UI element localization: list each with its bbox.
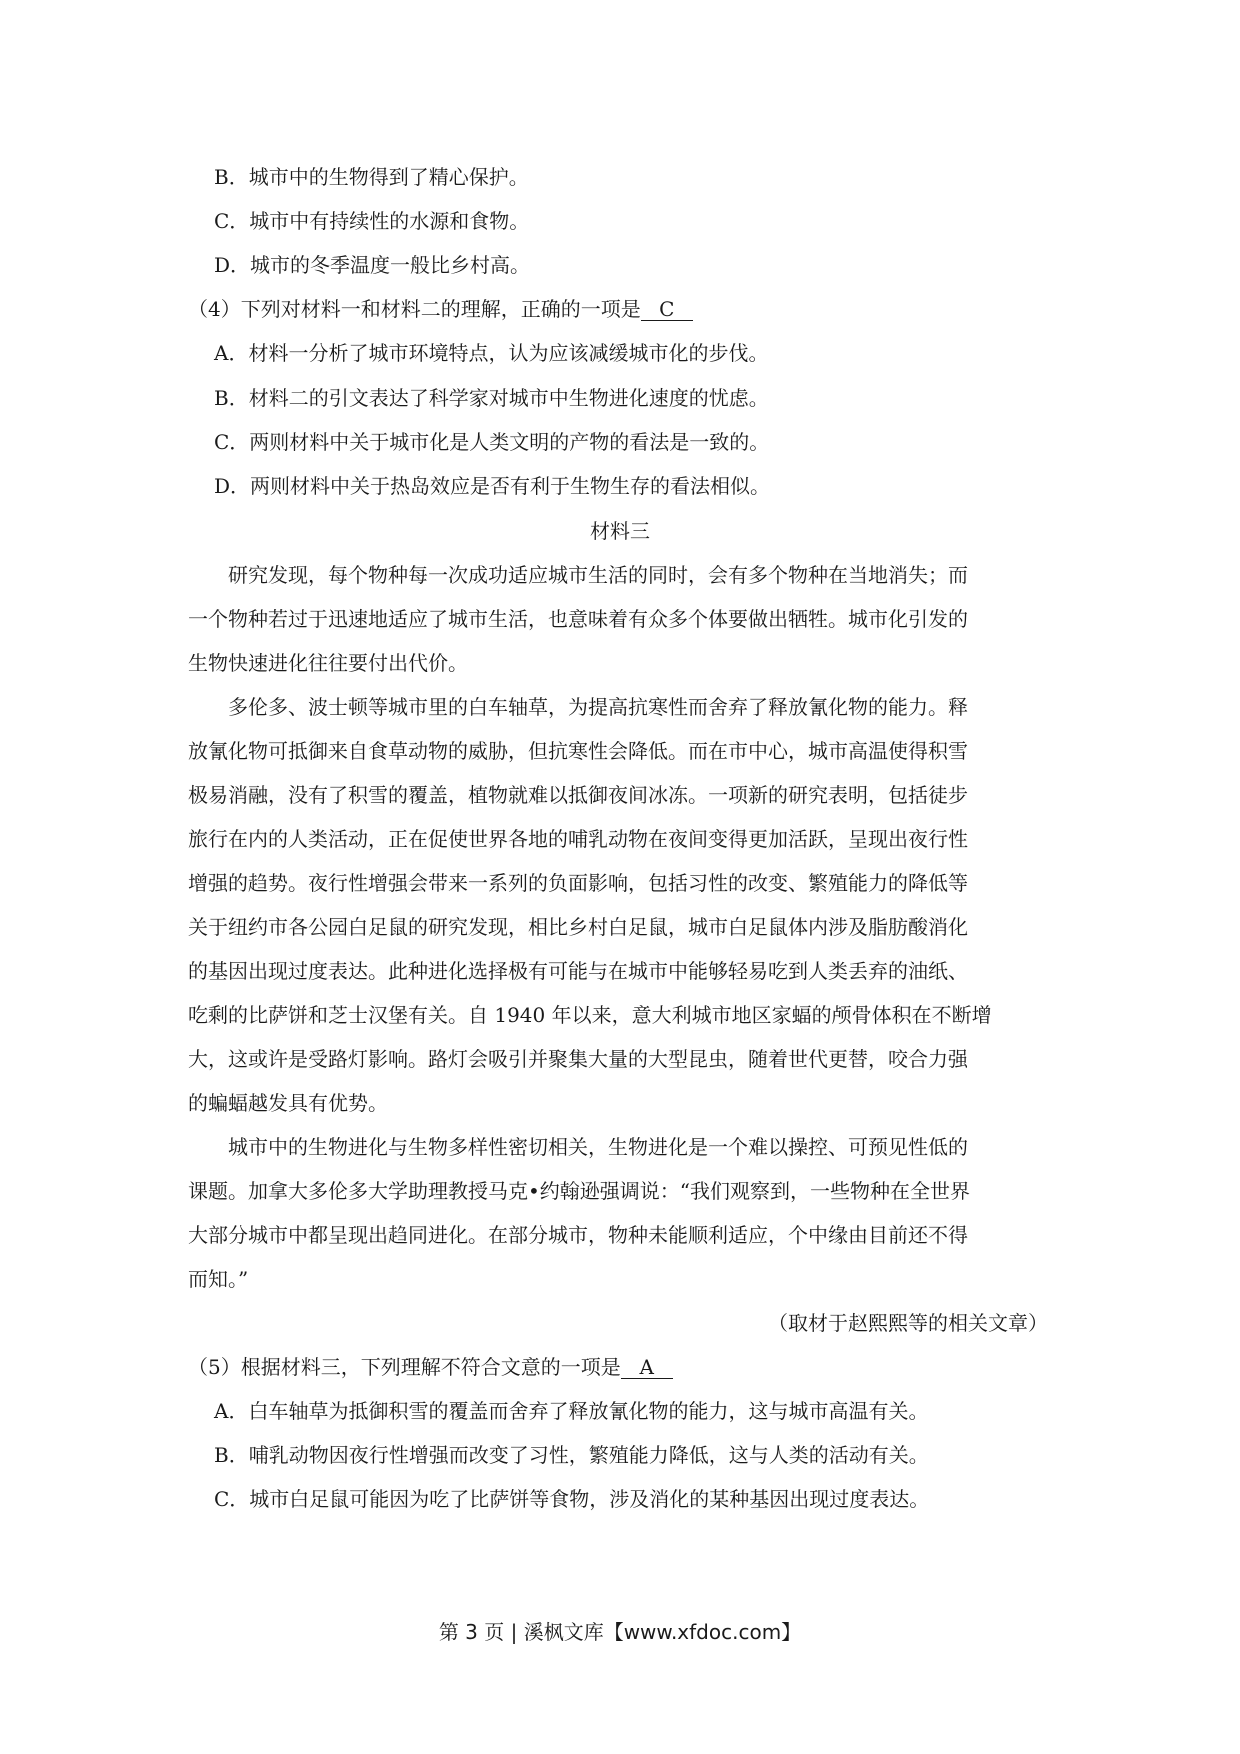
material3-p3-line: 城市中的生物进化与生物多样性密切相关，生物进化是一个难以操控、可预见性低的	[228, 1135, 968, 1159]
q3-option-d: D．城市的冬季温度一般比乡村高。	[214, 253, 531, 277]
material3-p2-line: 的蝙蝠越发具有优势。	[188, 1091, 388, 1115]
material3-p2-line: 吃剩的比萨饼和芝士汉堡有关。自 1940 年以来，意大利城市地区家蝠的颅骨体积在不断增	[188, 1003, 992, 1027]
q4-question	[188, 296, 1058, 322]
material3-p1-line: 生物快速进化往往要付出代价。	[188, 651, 468, 675]
q5-answer: A	[621, 1356, 673, 1379]
material3-p2-line: 放氰化物可抵御来自食草动物的威胁，但抗寒性会降低。而在市中心，城市高温使得积雪	[188, 739, 968, 763]
q4-option-d: D．两则材料中关于热岛效应是否有利于生物生存的看法相似。	[214, 474, 771, 498]
q5-option-b: B．哺乳动物因夜行性增强而改变了习性，繁殖能力降低，这与人类的活动有关。	[214, 1443, 929, 1467]
material3-p3-line: 课题。加拿大多伦多大学助理教授马克•约翰逊强调说：“我们观察到，一些物种在全世界	[188, 1179, 971, 1203]
q4-option-b: B．材料二的引文表达了科学家对城市中生物进化速度的忧虑。	[214, 386, 769, 410]
material3-p2-line: 增强的趋势。夜行性增强会带来一系列的负面影响，包括习性的改变、繁殖能力的降低等	[188, 871, 968, 895]
material3-p1-line: 研究发现，每个物种每一次成功适应城市生活的同时，会有多个物种在当地消失；而	[228, 563, 968, 587]
material3-p2-line: 大，这或许是受路灯影响。路灯会吸引并聚集大量的大型昆虫，随着世代更替，咬合力强	[188, 1047, 968, 1071]
material3-p1-line: 一个物种若过于迅速地适应了城市生活，也意味着有众多个体要做出牺牲。城市化引发的	[188, 607, 968, 631]
material3-p3-line: 大部分城市中都呈现出趋同进化。在部分城市，物种未能顺利适应，个中缘由目前还不得	[188, 1223, 968, 1247]
q3-option-b: B．城市中的生物得到了精心保护。	[214, 165, 529, 189]
material3-source: （取材于赵熙熙等的相关文章）	[768, 1311, 1048, 1335]
material3-p2-line: 多伦多、波士顿等城市里的白车轴草，为提高抗寒性而舍弃了释放氰化物的能力。释	[228, 695, 968, 719]
q5-question	[188, 1354, 1058, 1380]
q5-stem: （5）根据材料三，下列理解不符合文意的一项是	[188, 1355, 621, 1379]
q5-option-c: C．城市白足鼠可能因为吃了比萨饼等食物，涉及消化的某种基因出现过度表达。	[214, 1487, 930, 1511]
q4-option-c: C．两则材料中关于城市化是人类文明的产物的看法是一致的。	[214, 430, 770, 454]
q3-option-c: C．城市中有持续性的水源和食物。	[214, 209, 530, 233]
material3-p2-line: 旅行在内的人类活动，正在促使世界各地的哺乳动物在夜间变得更加活跃，呈现出夜行性	[188, 827, 968, 851]
material3-p3-line: 而知。”	[188, 1267, 249, 1291]
material3-p2-line: 极易消融，没有了积雪的覆盖，植物就难以抵御夜间冰冻。一项新的研究表明，包括徒步	[188, 783, 968, 807]
page-footer: 第 3 页 | 溪枫文库【www.xfdoc.com】	[438, 1620, 802, 1644]
material3-p2-line: 的基因出现过度表达。此种进化选择极有可能与在城市中能够轻易吃到人类丢弃的油纸、	[188, 959, 968, 983]
q4-option-a: A．材料一分析了城市环境特点，认为应该减缓城市化的步伐。	[214, 341, 769, 365]
material3-p2-line: 关于纽约市各公园白足鼠的研究发现，相比乡村白足鼠，城市白足鼠体内涉及脂肪酸消化	[188, 915, 968, 939]
q4-answer: C	[641, 298, 693, 321]
material3-title: 材料三	[590, 519, 650, 543]
q5-option-a: A．白车轴草为抵御积雪的覆盖而舍弃了释放氰化物的能力，这与城市高温有关。	[214, 1399, 929, 1423]
q4-stem: （4）下列对材料一和材料二的理解，正确的一项是	[188, 297, 641, 321]
